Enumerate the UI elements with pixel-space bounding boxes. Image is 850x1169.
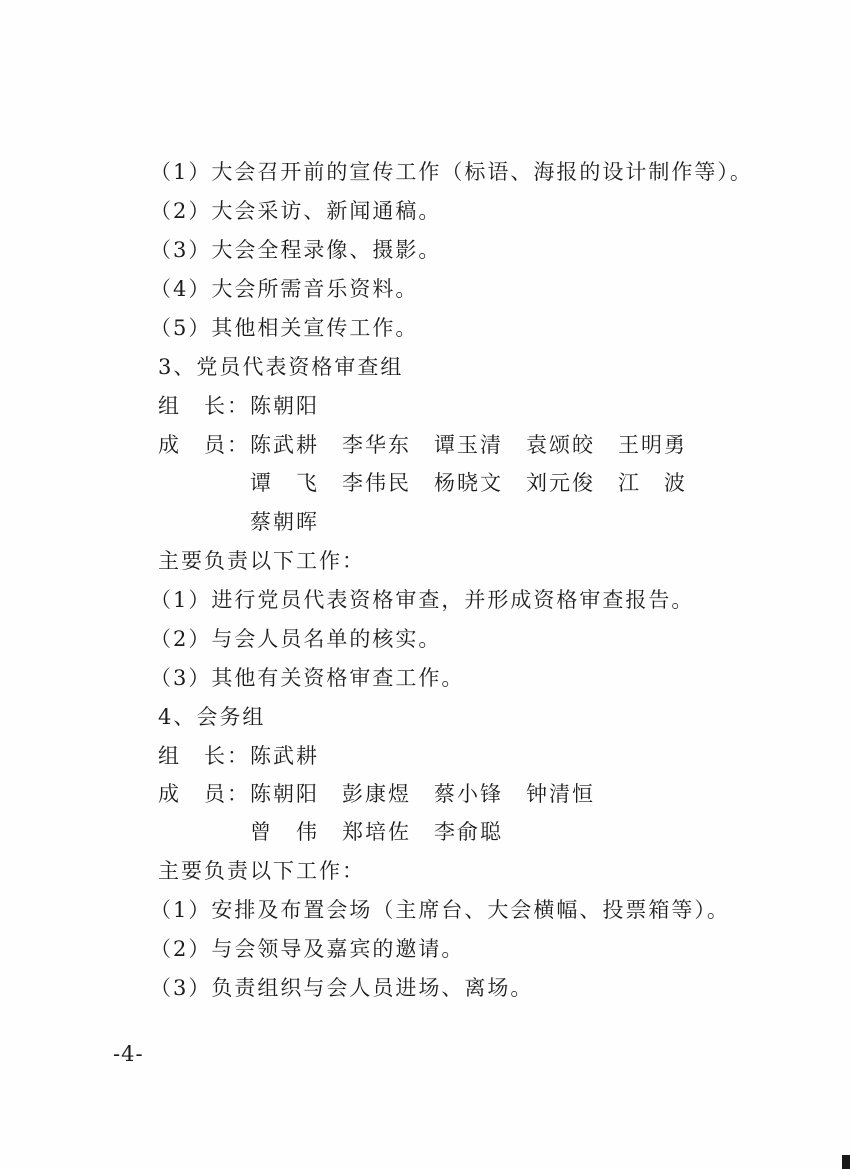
item-publicity-5: （5）其他相关宣传工作。 (150, 316, 419, 340)
group-members-qualification-row-2: 谭 飞 李伟民 杨晓文 刘元俊 江 波 (158, 471, 687, 495)
item-qualification-2: （2）与会人员名单的核实。 (150, 627, 442, 651)
responsibilities-heading-qualification: 主要负责以下工作： (158, 549, 365, 573)
group-leader-qualification: 组 长：陈朝阳 (158, 394, 319, 418)
section-heading-qualification: 3、党员代表资格审查组 (158, 355, 404, 379)
item-qualification-1: （1）进行党员代表资格审查，并形成资格审查报告。 (150, 588, 695, 612)
item-qualification-3: （3）其他有关资格审查工作。 (150, 666, 465, 690)
item-conference-affairs-2: （2）与会领导及嘉宾的邀请。 (150, 937, 465, 961)
group-members-qualification-row-3: 蔡朝晖 (158, 510, 319, 534)
group-leader-conference-affairs: 组 长：陈武耕 (158, 744, 319, 768)
item-conference-affairs-3: （3）负责组织与会人员进场、离场。 (150, 976, 534, 1000)
item-publicity-3: （3）大会全程录像、摄影。 (150, 238, 442, 262)
item-publicity-1: （1）大会召开前的宣传工作（标语、海报的设计制作等）。 (150, 160, 753, 184)
group-members-qualification-row-1: 成 员：陈武耕 李华东 谭玉清 袁颂皎 王明勇 (158, 433, 687, 457)
section-heading-conference-affairs: 4、会务组 (158, 705, 266, 729)
group-members-conference-affairs-row-2: 曾 伟 郑培佐 李俞聪 (158, 820, 503, 844)
group-members-conference-affairs-row-1: 成 员：陈朝阳 彭康煜 蔡小锋 钟清恒 (158, 782, 595, 806)
page-number: -4- (113, 1042, 144, 1066)
item-conference-affairs-1: （1）安排及布置会场（主席台、大会横幅、投票箱等）。 (150, 898, 730, 922)
item-publicity-2: （2）大会采访、新闻通稿。 (150, 199, 442, 223)
responsibilities-heading-conference-affairs: 主要负责以下工作： (158, 859, 365, 883)
scan-edge-mark (842, 1155, 850, 1169)
item-publicity-4: （4）大会所需音乐资料。 (150, 277, 419, 301)
